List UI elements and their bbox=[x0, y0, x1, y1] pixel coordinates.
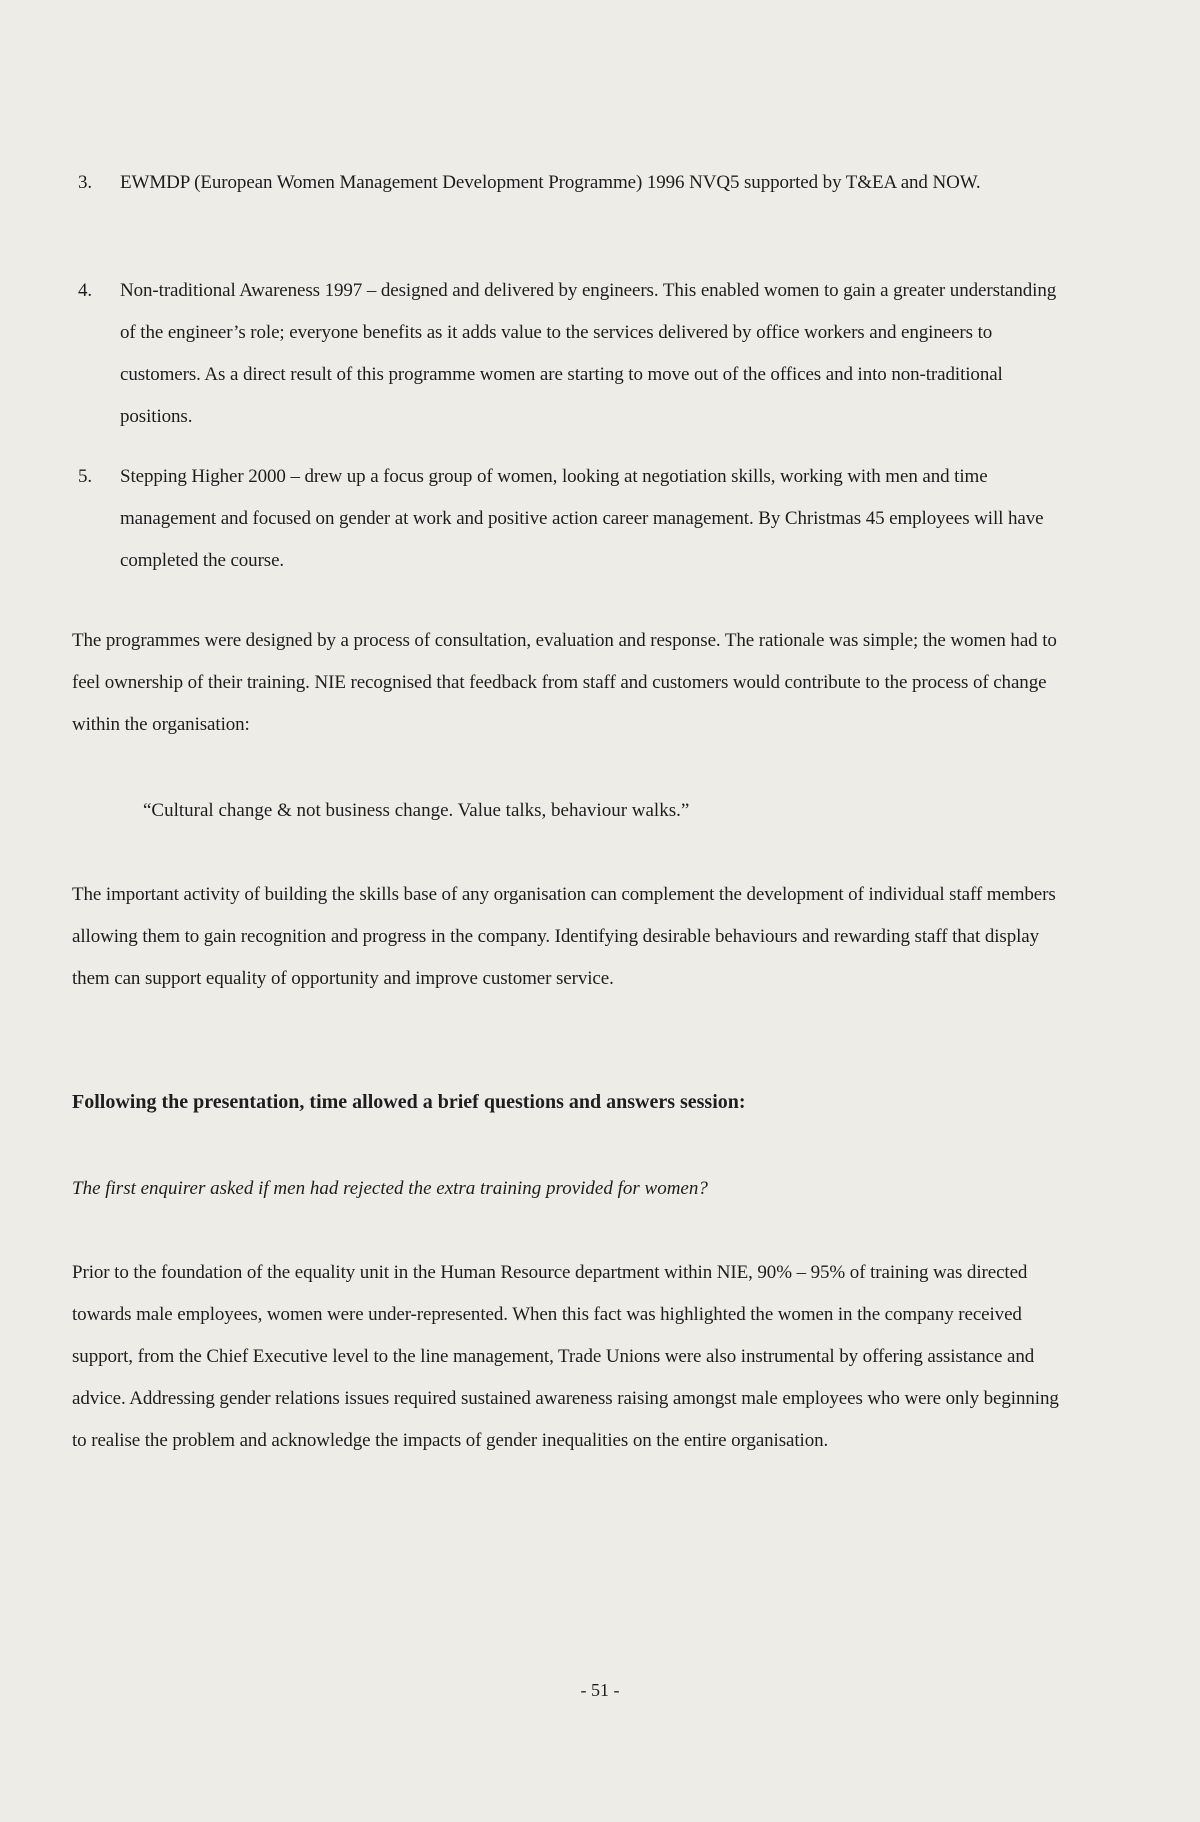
list-item-number: 4. bbox=[78, 280, 93, 301]
question: The first enquirer asked if men had rejected the extra training provided for women? bbox=[72, 1178, 708, 1199]
section-heading: Following the presentation, time allowed a brief questions and answers session: bbox=[72, 1091, 746, 1113]
list-item-4 bbox=[78, 270, 1062, 438]
quote: “Cultural change & not business change. Value talks, behaviour walks.” bbox=[143, 800, 690, 821]
list-item-text: Stepping Higher 2000 – drew up a focus group of women, looking at negotiation skills, working with men and time management and focused on gender at work and positive action career management. By Christmas 45 employees will have completed the course. bbox=[120, 466, 1044, 571]
paragraph: Prior to the foundation of the equality unit in the Human Resource department within NIE, 90% – 95% of training was directed towards male employees, women were under-represented. When this fact was highlighted the women in the company received support, from the Chief Executive level to the line management, Trade Unions were also instrumental by offering assistance and advice. Addressing gender relations issues required sustained awareness raising amongst male employees who were only beginning to realise the problem and acknowledge the impacts of gender inequalities on the entire organisation. bbox=[72, 1262, 1059, 1451]
list-item-text: Non-traditional Awareness 1997 – designed and delivered by engineers. This enabled women to gain a greater understanding of the engineer’s role; everyone benefits as it adds value to the services delivered by office workers and engineers to customers. As a direct result of this programme women are starting to move out of the offices and into non-traditional positions. bbox=[120, 280, 1057, 427]
list-item-5 bbox=[78, 456, 1062, 582]
paragraph: The important activity of building the skills base of any organisation can complement the development of individual staff members allowing them to gain recognition and progress in the company. Identifying desirable behaviours and rewarding staff that display them can support equality of opportunity and improve customer service. bbox=[72, 884, 1056, 989]
list-item-3 bbox=[78, 162, 1062, 204]
list-item-number: 3. bbox=[78, 172, 93, 193]
list-item-text: EWMDP (European Women Management Development Programme) 1996 NVQ5 supported by T&EA and NOW. bbox=[120, 172, 981, 193]
page-number: - 51 - bbox=[580, 1680, 620, 1700]
paragraph: The programmes were designed by a process of consultation, evaluation and response. The rationale was simple; the women had to feel ownership of their training. NIE recognised that feedback from staff and customers would contribute to the process of change within the organisation: bbox=[72, 630, 1057, 735]
list-item-number: 5. bbox=[78, 466, 93, 487]
